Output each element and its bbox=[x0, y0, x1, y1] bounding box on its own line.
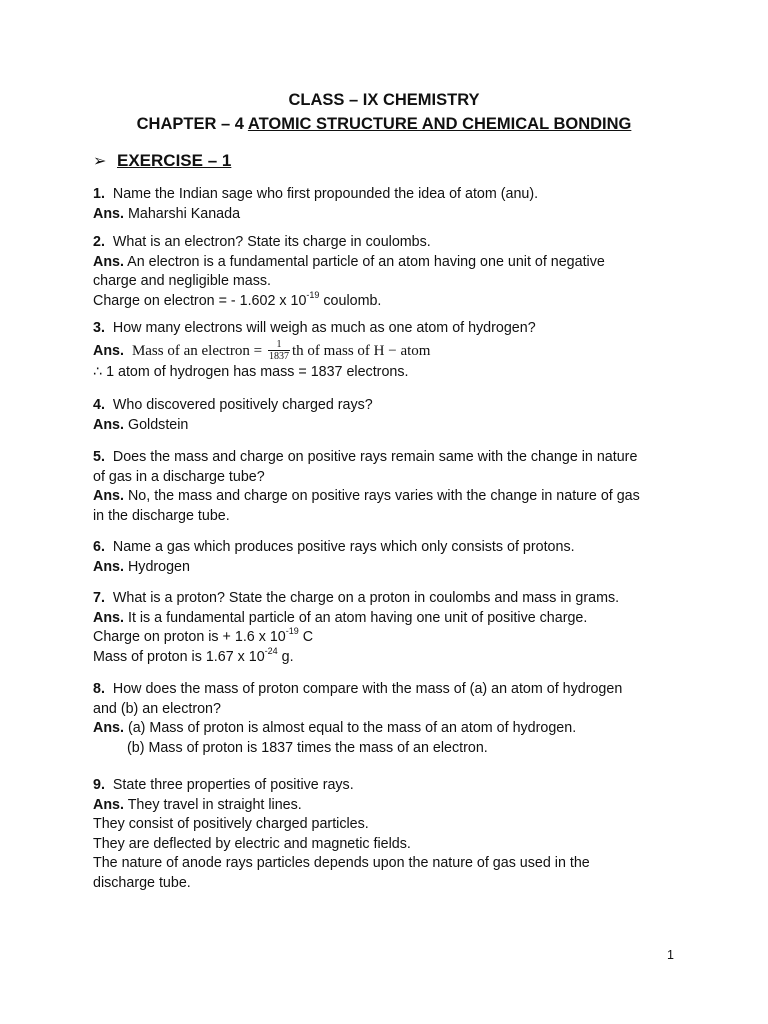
answer-text: Ans. Goldstein bbox=[93, 416, 189, 433]
answer-text: They consist of positively charged particles. bbox=[93, 816, 369, 832]
answer-text: Ans. It is a fundamental particle of an atom having one unit of positive charge. bbox=[93, 609, 588, 626]
chapter-title bbox=[0, 114, 768, 134]
question-9 bbox=[93, 776, 683, 893]
question-text: 3. How many electrons will weigh as much as one atom of hydrogen? bbox=[93, 320, 536, 336]
therefore-line: ∴ 1 atom of hydrogen has mass = 1837 electrons. bbox=[93, 363, 409, 380]
question-text: 7. What is a proton? State the charge on a proton in coulombs and mass in grams. bbox=[93, 590, 620, 606]
answer-text: Ans. Maharshi Kanada bbox=[93, 205, 241, 222]
class-title: CLASS – IX CHEMISTRY bbox=[288, 91, 480, 109]
answer-text: Ans. (a) Mass of proton is almost equal to the mass of an atom of hydrogen. bbox=[93, 720, 577, 736]
answer-text: in the discharge tube. bbox=[93, 507, 230, 524]
question-text: and (b) an electron? bbox=[93, 700, 221, 717]
answer-text: Ans. No, the mass and charge on positive rays varies with the change in nature of gas bbox=[93, 488, 640, 504]
answer-text: They are deflected by electric and magnetic fields. bbox=[93, 835, 411, 852]
chapter-prefix: CHAPTER – 4 bbox=[136, 115, 248, 133]
page-number: 1 bbox=[667, 948, 674, 962]
exercise-label: EXERCISE – 1 bbox=[117, 151, 232, 170]
question-text: 4. Who discovered positively charged rays? bbox=[93, 397, 373, 413]
electron-charge: Charge on electron = - 1.602 x $10^{-19}$ coulomb. bbox=[93, 289, 382, 309]
exercise-heading bbox=[93, 150, 231, 173]
answer-text: Ans. They travel in straight lines. bbox=[93, 796, 302, 813]
answer-text: Ans. An electron is a fundamental particle of an atom having one unit of negative bbox=[93, 253, 605, 270]
answer-text: discharge tube. bbox=[93, 874, 191, 891]
question-2 bbox=[93, 233, 683, 311]
question-1 bbox=[93, 185, 683, 224]
fraction: $\frac{1}{1837}$ bbox=[269, 339, 290, 363]
answer-text: The nature of anode rays particles depends upon the nature of gas used in the bbox=[93, 855, 590, 871]
answer-text: (b) Mass of proton is 1837 times the mass of an electron. bbox=[127, 739, 488, 756]
answer-text: charge and negligible mass. bbox=[93, 273, 272, 289]
question-text: 2. What is an electron? State its charge in coulombs. bbox=[93, 234, 431, 250]
question-6 bbox=[93, 538, 683, 577]
question-5 bbox=[93, 448, 683, 526]
question-text: 6. Name a gas which produces positive rays which only consists of protons. bbox=[93, 539, 575, 555]
arrow-bullet-icon: ➢ bbox=[93, 153, 107, 170]
question-7 bbox=[93, 589, 683, 667]
question-8 bbox=[93, 680, 683, 758]
math-equation: Ans. Mass of an electron = $\frac{1}{1837}$ th of mass of H − atom bbox=[93, 339, 431, 363]
chapter-name: ATOMIC STRUCTURE AND CHEMICAL BONDING bbox=[247, 115, 632, 133]
answer-text: Ans. Hydrogen bbox=[93, 558, 190, 575]
proton-charge: Charge on proton is + 1.6 x $10^{-19}$ C bbox=[93, 626, 314, 645]
question-text: 1. Name the Indian sage who first propounded the idea of atom (anu). bbox=[93, 186, 539, 202]
question-text: of gas in a discharge tube? bbox=[93, 468, 265, 485]
question-text: 9. State three properties of positive rays. bbox=[93, 777, 354, 793]
proton-mass: Mass of proton is 1.67 x $10^{-24}$ g. bbox=[93, 645, 294, 665]
question-3 bbox=[93, 319, 683, 382]
question-text: 5. Does the mass and charge on positive rays remain same with the change in nature bbox=[93, 449, 638, 465]
question-text: 8. How does the mass of proton compare with the mass of (a) an atom of hydrogen bbox=[93, 681, 623, 697]
question-4 bbox=[93, 396, 683, 435]
